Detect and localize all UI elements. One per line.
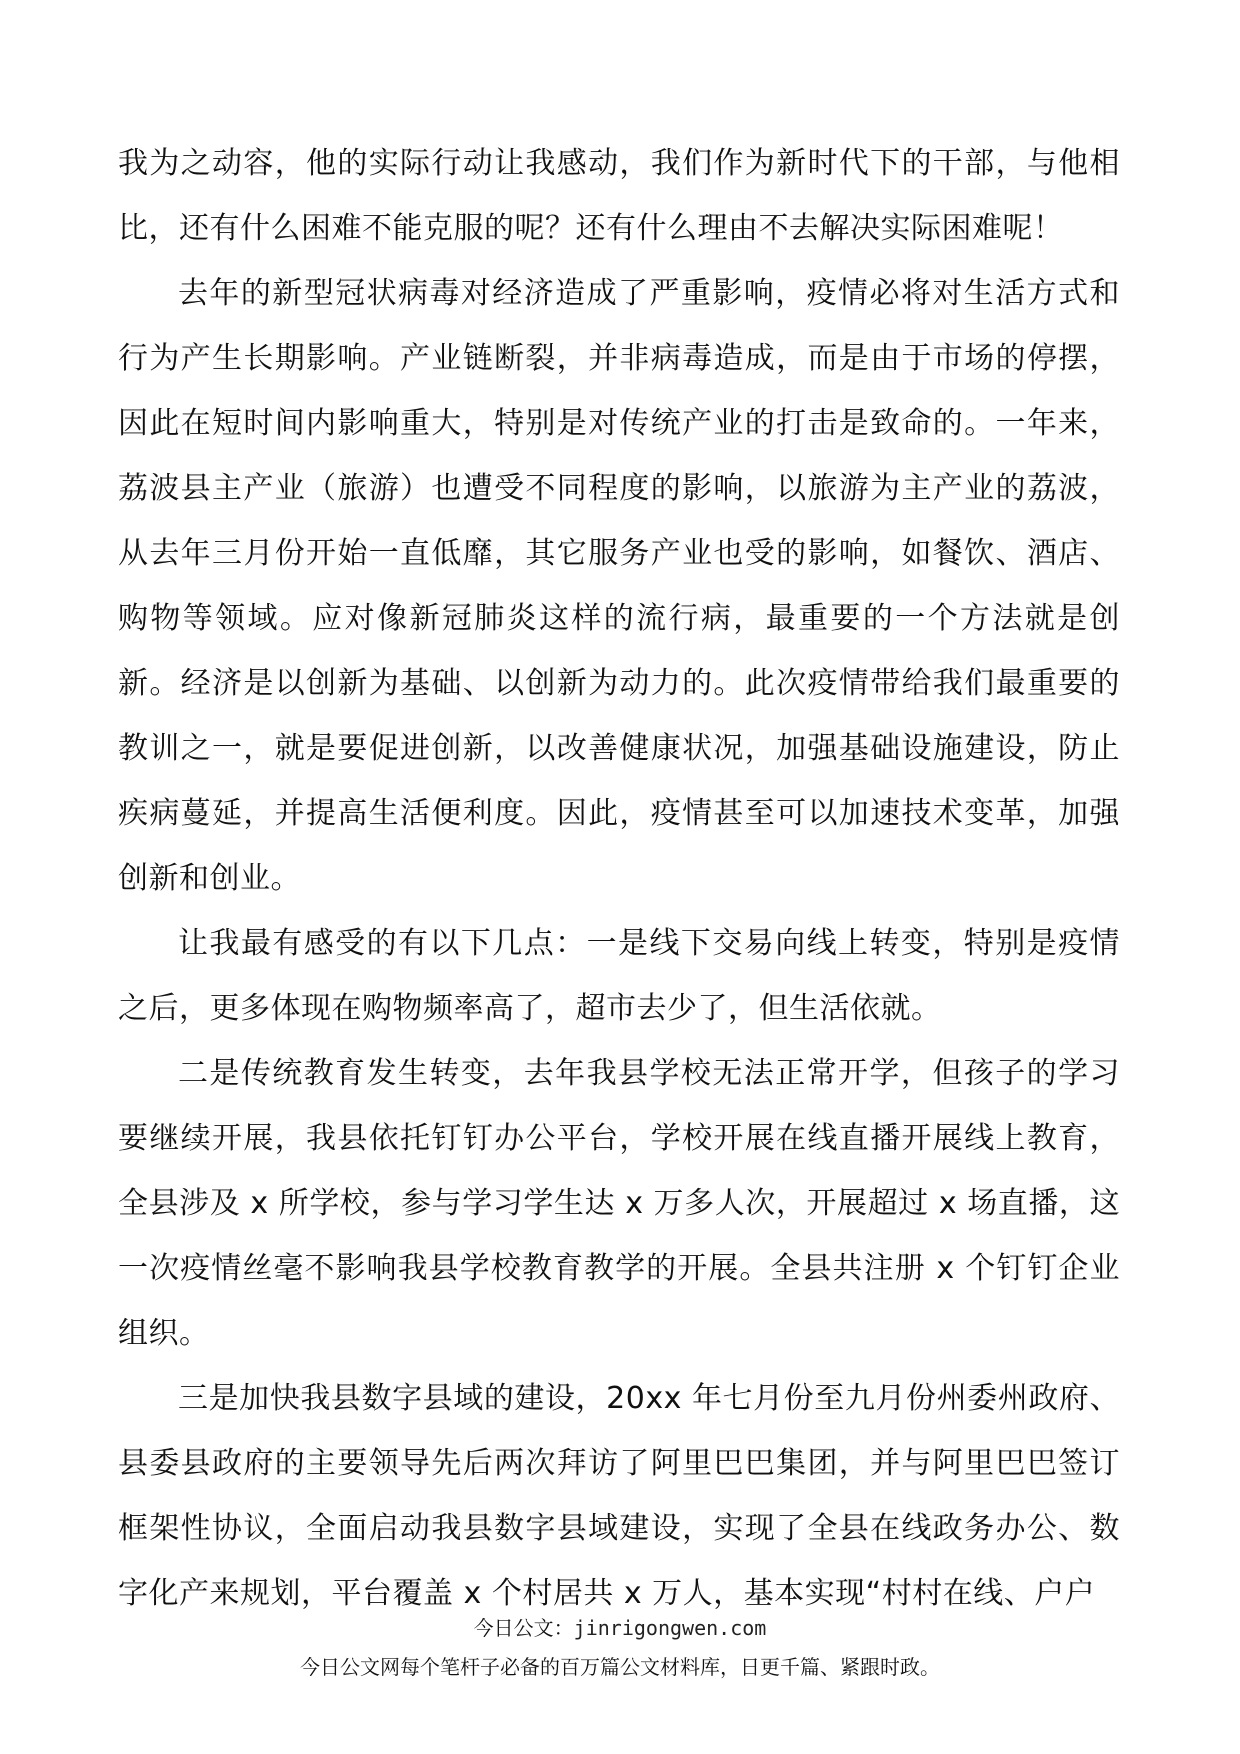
paragraph-4: 二是传统教育发生转变，去年我县学校无法正常开学，但孩子的学习要继续开展，我县依托钉钉办公平台，学校开展在线直播开展线上教育，全县涉及 x 所学校，参与学习学生达 x 万多人次，开展超过 x 场直播，这一次疫情丝毫不影响我县学校教育教学的开展。全县共注册 x 个钉钉企业组织。 xyxy=(118,1056,1120,1351)
paragraph-1: 我为之动容，他的实际行动让我感动，我们作为新时代下的干部，与他相比，还有什么困难不能克服的呢？还有什么理由不去解决实际困难呢！ xyxy=(118,146,1120,246)
footer-site-url[interactable]: jinrigongwen.com xyxy=(573,1616,767,1640)
paragraph-5: 三是加快我县数字县域的建设，20xx 年七月份至九月份州委州政府、县委县政府的主要领导先后两次拜访了阿里巴巴集团，并与阿里巴巴签订框架性协议，全面启动我县数字县域建设，实现了全县在线政务办公、数字化产来规划，平台覆盖 x 个村居共 x 万人，基本实现“村村在线、户户 xyxy=(118,1381,1120,1611)
footer-site-label: 今日公文： xyxy=(473,1616,574,1640)
paragraph-2: 去年的新型冠状病毒对经济造成了严重影响，疫情必将对生活方式和行为产生长期影响。产业链断裂，并非病毒造成，而是由于市场的停摆，因此在短时间内影响重大，特别是对传统产业的打击是致命的。一年来，荔波县主产业（旅游）也遭受不同程度的影响，以旅游为主产业的荔波，从去年三月份开始一直低靡，其它服务产业也受的影响，如餐饮、酒店、购物等领域。应对像新冠肺炎这样的流行病，最重要的一个方法就是创新。经济是以创新为基础、以创新为动力的。此次疫情带给我们最重要的教训之一，就是要促进创新，以改善健康状况，加强基础设施建设，防止疾病蔓延，并提高生活便利度。因此，疫情甚至可以加速技术变革，加强创新和创业。 xyxy=(118,276,1120,896)
footer-site xyxy=(0,1612,1240,1641)
paragraph-3: 让我最有感受的有以下几点：一是线下交易向线上转变，特别是疫情之后，更多体现在购物频率高了，超市去少了，但生活依就。 xyxy=(118,926,1120,1026)
document-body xyxy=(118,131,1120,1626)
footer-slogan: 今日公文网每个笔杆子必备的百万篇公文材料库，日更千篇、紧跟时政。 xyxy=(300,1655,940,1679)
